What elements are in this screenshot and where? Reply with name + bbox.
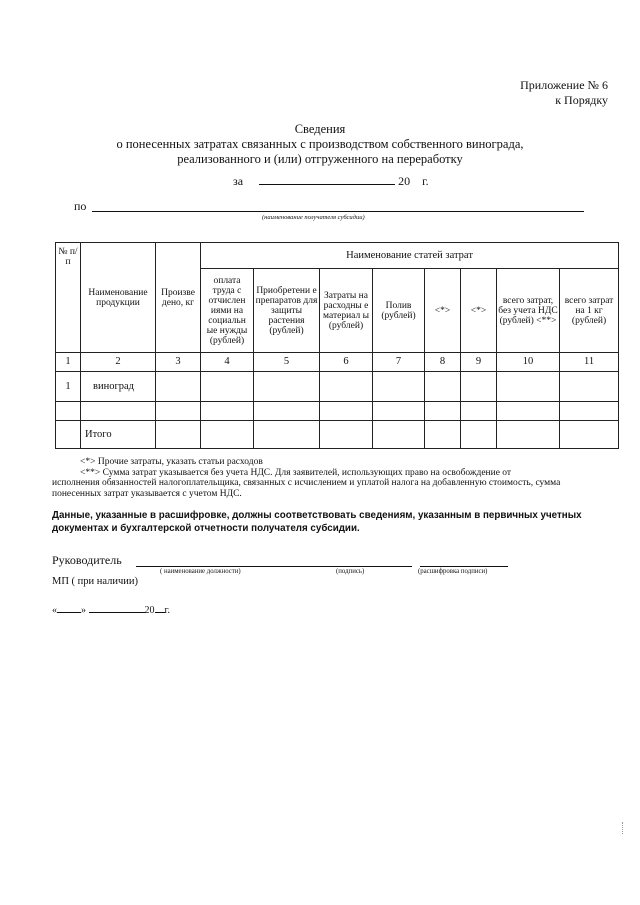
table-cell xyxy=(320,421,373,449)
table-cell xyxy=(461,402,497,421)
table-cell xyxy=(425,421,461,449)
table-cell xyxy=(254,372,320,402)
table-cell xyxy=(201,402,254,421)
signature-caption: (подпись) xyxy=(336,568,365,575)
column-number: 6 xyxy=(320,353,373,372)
column-number: 4 xyxy=(201,353,254,372)
header-protection: Приобретени е препаратов для защиты растения (рублей) xyxy=(254,269,320,353)
period-prefix: за xyxy=(233,174,244,188)
appendix-order: к Порядку xyxy=(555,93,608,107)
table-cell xyxy=(156,402,201,421)
date-close-quote: » xyxy=(81,605,86,616)
table-row xyxy=(56,372,619,402)
decode-caption: (расшифровка подписи) xyxy=(418,568,488,575)
document-title xyxy=(0,122,640,167)
table-cell xyxy=(56,402,81,421)
table-cell xyxy=(254,421,320,449)
table-cell xyxy=(320,402,373,421)
period-line xyxy=(233,173,429,189)
header-cost-items: Наименование статей затрат xyxy=(201,243,619,269)
period-blank xyxy=(259,173,395,185)
title-subtitle-1: о понесенных затратах связанных с производством собственного винограда, xyxy=(116,137,524,151)
table-cell xyxy=(373,402,425,421)
table-cell xyxy=(461,372,497,402)
header-product: Наименование продукции xyxy=(81,243,156,353)
period-year-suffix: г. xyxy=(422,174,429,188)
table-cell xyxy=(156,421,201,449)
column-number-row xyxy=(56,353,619,372)
header-irrigation: Полив (рублей) xyxy=(373,269,425,353)
table-cell xyxy=(320,372,373,402)
table-cell xyxy=(497,372,560,402)
stamp-label: МП ( при наличии) xyxy=(52,576,139,587)
decode-line xyxy=(420,566,508,567)
position-caption: ( наименование должности) xyxy=(160,568,241,575)
column-number: 5 xyxy=(254,353,320,372)
title-heading: Сведения xyxy=(294,122,346,136)
table-cell xyxy=(373,421,425,449)
date-year-suffix: г. xyxy=(164,605,170,616)
footnote-vat-first: <**> Сумма затрат указывается без учета НДС. Для заявителей, использующих право на освобождение от xyxy=(80,467,512,478)
table-cell xyxy=(156,372,201,402)
column-number: 8 xyxy=(425,353,461,372)
period-year-prefix: 20 xyxy=(398,174,411,188)
date-open-quote: « xyxy=(52,605,57,616)
costs-table xyxy=(55,242,619,449)
table-cell xyxy=(560,372,619,402)
column-number: 2 xyxy=(81,353,156,372)
column-number: 7 xyxy=(373,353,425,372)
column-number: 9 xyxy=(461,353,497,372)
header-other-2: <*> xyxy=(461,269,497,353)
position-signature-line xyxy=(136,566,412,567)
date-day-blank xyxy=(57,603,81,613)
table-cell xyxy=(81,402,156,421)
table-row-total xyxy=(56,421,619,449)
table-cell xyxy=(201,421,254,449)
date-year-blank xyxy=(155,603,165,613)
row-product: виноград xyxy=(81,372,156,402)
table-cell xyxy=(425,402,461,421)
table-cell xyxy=(497,421,560,449)
footnotes xyxy=(52,457,580,499)
header-num: № п/п xyxy=(56,243,81,353)
table-cell xyxy=(497,402,560,421)
signature-label: Руководитель xyxy=(52,553,122,567)
footnote-other-costs: <*> Прочие затраты, указать статьи расходов xyxy=(80,457,263,467)
row-num: 1 xyxy=(56,372,81,402)
title-subtitle-2: реализованного и (или) отгруженного на переработку xyxy=(177,152,463,166)
appendix-reference xyxy=(520,78,608,108)
footnote-vat-rest: исполнения обязанностей налогоплательщика, связанных с исчислением и уплатой налога на добавленную стоимость, сумма понесенных затрат указывается с учетом НДС. xyxy=(52,478,561,499)
date-line xyxy=(52,603,170,616)
table-cell xyxy=(560,402,619,421)
total-label: Итого xyxy=(81,421,156,449)
table-cell xyxy=(560,421,619,449)
header-other-1: <*> xyxy=(425,269,461,353)
column-number: 3 xyxy=(156,353,201,372)
column-number: 10 xyxy=(497,353,560,372)
date-month-blank xyxy=(89,603,145,613)
column-number: 1 xyxy=(56,353,81,372)
date-year-prefix: 20 xyxy=(144,605,155,616)
table-cell xyxy=(373,372,425,402)
appendix-number: Приложение № 6 xyxy=(520,78,608,92)
header-produced: Произве дено, кг xyxy=(156,243,201,353)
header-materials: Затраты на расходны е материал ы (рублей) xyxy=(320,269,373,353)
table-cell xyxy=(461,421,497,449)
table-cell xyxy=(425,372,461,402)
header-total-per-kg: всего затрат на 1 кг (рублей) xyxy=(560,269,619,353)
table-cell xyxy=(201,372,254,402)
data-accuracy-note: Данные, указанные в расшифровке, должны соответствовать сведениям, указанным в первичных учетных документах и бухгалтерской отчетности получателя субсидии. xyxy=(52,510,582,534)
scan-mark xyxy=(622,822,624,834)
recipient-blank-line xyxy=(92,211,584,212)
table-row-empty xyxy=(56,402,619,421)
table-cell xyxy=(56,421,81,449)
table-cell xyxy=(254,402,320,421)
header-total-no-vat: всего затрат, без учета НДС (рублей) <**> xyxy=(497,269,560,353)
recipient-caption: (наименование получателя субсидии) xyxy=(262,214,365,221)
column-number: 11 xyxy=(560,353,619,372)
recipient-label: по xyxy=(74,199,87,213)
header-labor: оплата труда с отчислен иями на социальн ые нужды (рублей) xyxy=(201,269,254,353)
